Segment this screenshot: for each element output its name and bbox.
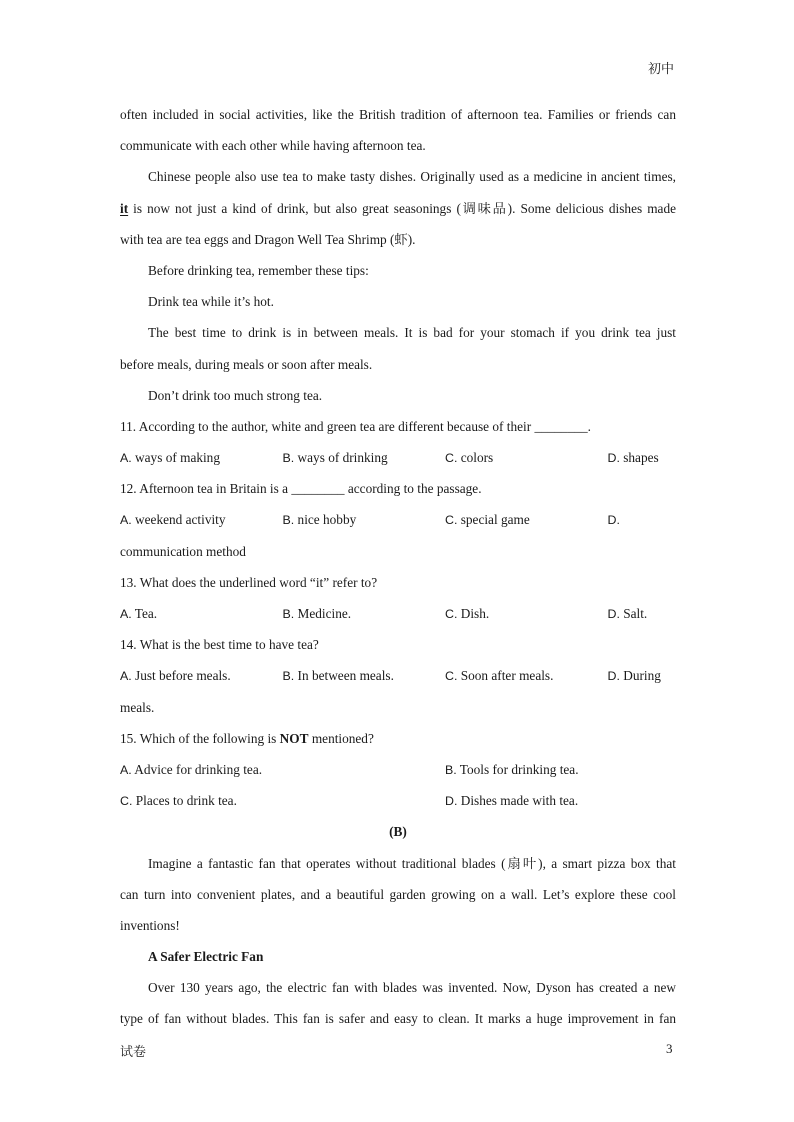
passage-b-intro-line1: Imagine a fantastic fan that operates without traditional blades (扇叶), a smart pizza box that (148, 855, 676, 871)
question-12-option-b[interactable]: B. nice hobby (282, 512, 357, 528)
passage-a-p2-line2 (120, 193, 676, 224)
page-header-grade: 初中 (647, 61, 674, 76)
question-14-option-d-continued[interactable]: meals. (120, 699, 155, 715)
question-11-option-a[interactable]: A. ways of making (120, 450, 220, 466)
section-b-heading: (B) (389, 824, 407, 840)
question-13-option-b[interactable]: B. Medicine. (282, 606, 352, 621)
underlined-word-it: it (120, 200, 129, 216)
passage-a-p2-line2-text: is now not just a kind of drink, but also great seasonings (调味品). Some delicious dishes made (128, 200, 676, 216)
question-15-option-b[interactable]: B. Tools for drinking tea. (445, 761, 579, 777)
page-footer-label: 试卷 (120, 1044, 147, 1059)
passage-a-p4: Drink tea while it’s hot. (148, 294, 274, 310)
passage-b-subheading: A Safer Electric Fan (148, 949, 264, 965)
question-11-option-b[interactable]: B. ways of drinking (282, 450, 388, 466)
passage-a-p5-line2: before meals, during meals or soon after meals. (120, 356, 373, 372)
question-13-option-a[interactable]: A. Tea. (120, 606, 158, 621)
question-13-options (120, 598, 676, 629)
question-15-option-c[interactable]: C. Places to drink tea. (120, 793, 237, 809)
question-13-stem: 13. What does the underlined word “it” refer to? (120, 574, 378, 590)
page-content (120, 99, 676, 1035)
question-14-option-a[interactable]: A. Just before meals. (120, 668, 231, 684)
question-11-option-c[interactable]: C. colors (445, 450, 494, 466)
passage-b-fan-line2: type of fan without blades. This fan is safer and easy to clean. It marks a huge improvement in fan (120, 1011, 676, 1027)
question-14-option-c[interactable]: C. Soon after meals. (445, 668, 554, 684)
question-13-option-c[interactable]: C. Dish. (445, 606, 490, 621)
question-11-options (120, 442, 676, 473)
question-15-stem: 15. Which of the following is NOT mentioned? (120, 730, 374, 746)
question-11-stem: 11. According to the author, white and green tea are different because of their ________. (120, 418, 591, 434)
question-12-options (120, 504, 676, 535)
passage-a-p2-line3: with tea are tea eggs and Dragon Well Tea Shrimp (虾). (120, 231, 416, 247)
question-15-option-a[interactable]: A. Advice for drinking tea. (120, 761, 263, 777)
passage-b-intro-line3: inventions! (120, 917, 180, 933)
question-11-option-d[interactable]: D. shapes (607, 450, 659, 466)
question-12-option-a[interactable]: A. weekend activity (120, 512, 226, 528)
page-number: 3 (666, 1041, 673, 1056)
question-12-option-d-letter[interactable]: D. (607, 513, 620, 528)
passage-a-p6: Don’t drink too much strong tea. (148, 387, 323, 403)
question-15-options-row1 (120, 754, 676, 785)
question-12-stem: 12. Afternoon tea in Britain is a ________ according to the passage. (120, 481, 482, 497)
emphasis-not: NOT (279, 730, 309, 746)
question-14-options (120, 660, 676, 691)
question-14-option-b[interactable]: B. In between meals. (282, 668, 394, 684)
passage-a-p1-line1: often included in social activities, like the British tradition of afternoon tea. Families or friends can (120, 107, 676, 122)
passage-a-p1-line2: communicate with each other while having afternoon tea. (120, 138, 426, 154)
question-14-stem: 14. What is the best time to have tea? (120, 637, 319, 653)
question-12-option-d-text[interactable]: communication method (120, 543, 246, 559)
question-13-option-d[interactable]: D. Salt. (607, 606, 648, 621)
passage-a-p5-line1: The best time to drink is in between meals. It is bad for your stomach if you drink tea just (148, 325, 676, 341)
question-12-option-c[interactable]: C. special game (445, 512, 530, 528)
passage-a-p3: Before drinking tea, remember these tips: (148, 262, 369, 278)
passage-b-intro-line2: can turn into convenient plates, and a beautiful garden growing on a wall. Let’s explore these cool (120, 886, 676, 902)
passage-a-p2-line1: Chinese people also use tea to make tasty dishes. Originally used as a medicine in ancient times, (148, 169, 676, 185)
question-15-options-row2 (120, 785, 676, 816)
question-15-option-d[interactable]: D. Dishes made with tea. (445, 793, 579, 809)
passage-b-fan-line1: Over 130 years ago, the electric fan with blades was invented. Now, Dyson has created a new (148, 980, 676, 996)
question-14-option-d[interactable]: D. During (607, 668, 661, 684)
